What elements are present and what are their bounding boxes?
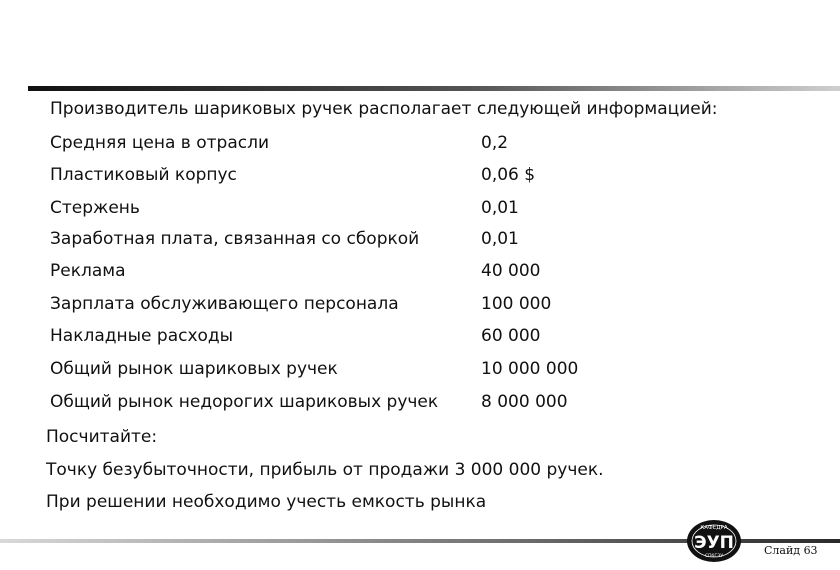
row-value: 0,06 $ <box>481 165 536 185</box>
logo-bottom-text: СПбГЭУ <box>705 554 723 559</box>
intro-text: Производитель шариковых ручек располагает следующей информацией: <box>50 99 718 119</box>
logo-main-text: ЭУП <box>694 533 734 553</box>
top-divider <box>28 86 840 91</box>
row-label: Накладные расходы <box>50 326 234 346</box>
data-row <box>50 392 810 418</box>
department-logo <box>686 519 742 563</box>
slide-number: Слайд 63 <box>764 544 818 557</box>
data-row <box>50 198 810 224</box>
row-label: Общий рынок недорогих шариковых ручек <box>50 392 439 412</box>
logo-top-text: КАФЕДРА <box>700 525 728 531</box>
data-row <box>50 133 810 159</box>
row-label: Средняя цена в отрасли <box>50 133 270 153</box>
row-label: Реклама <box>50 261 126 281</box>
data-row <box>50 326 810 352</box>
task-line-2: При решении необходимо учесть емкость рынка <box>46 492 487 512</box>
row-label: Зарплата обслуживающего персонала <box>50 294 399 314</box>
data-row <box>50 359 810 385</box>
data-row <box>50 294 810 320</box>
row-label: Общий рынок шариковых ручек <box>50 359 338 379</box>
row-value: 0,01 <box>481 229 519 249</box>
row-value: 0,2 <box>481 133 509 153</box>
task-heading: Посчитайте: <box>46 427 158 447</box>
row-value: 40 000 <box>481 261 541 281</box>
row-value: 100 000 <box>481 294 552 314</box>
row-value: 60 000 <box>481 326 541 346</box>
row-label: Заработная плата, связанная со сборкой <box>50 229 420 249</box>
row-value: 8 000 000 <box>481 392 568 412</box>
data-row <box>50 165 810 191</box>
row-value: 0,01 <box>481 198 519 218</box>
data-row <box>50 261 810 287</box>
row-value: 10 000 000 <box>481 359 579 379</box>
row-label: Пластиковый корпус <box>50 165 237 185</box>
row-label: Стержень <box>50 198 140 218</box>
task-line-1: Точку безубыточности, прибыль от продажи 3 000 000 ручек. <box>46 460 604 480</box>
data-row <box>50 229 810 255</box>
